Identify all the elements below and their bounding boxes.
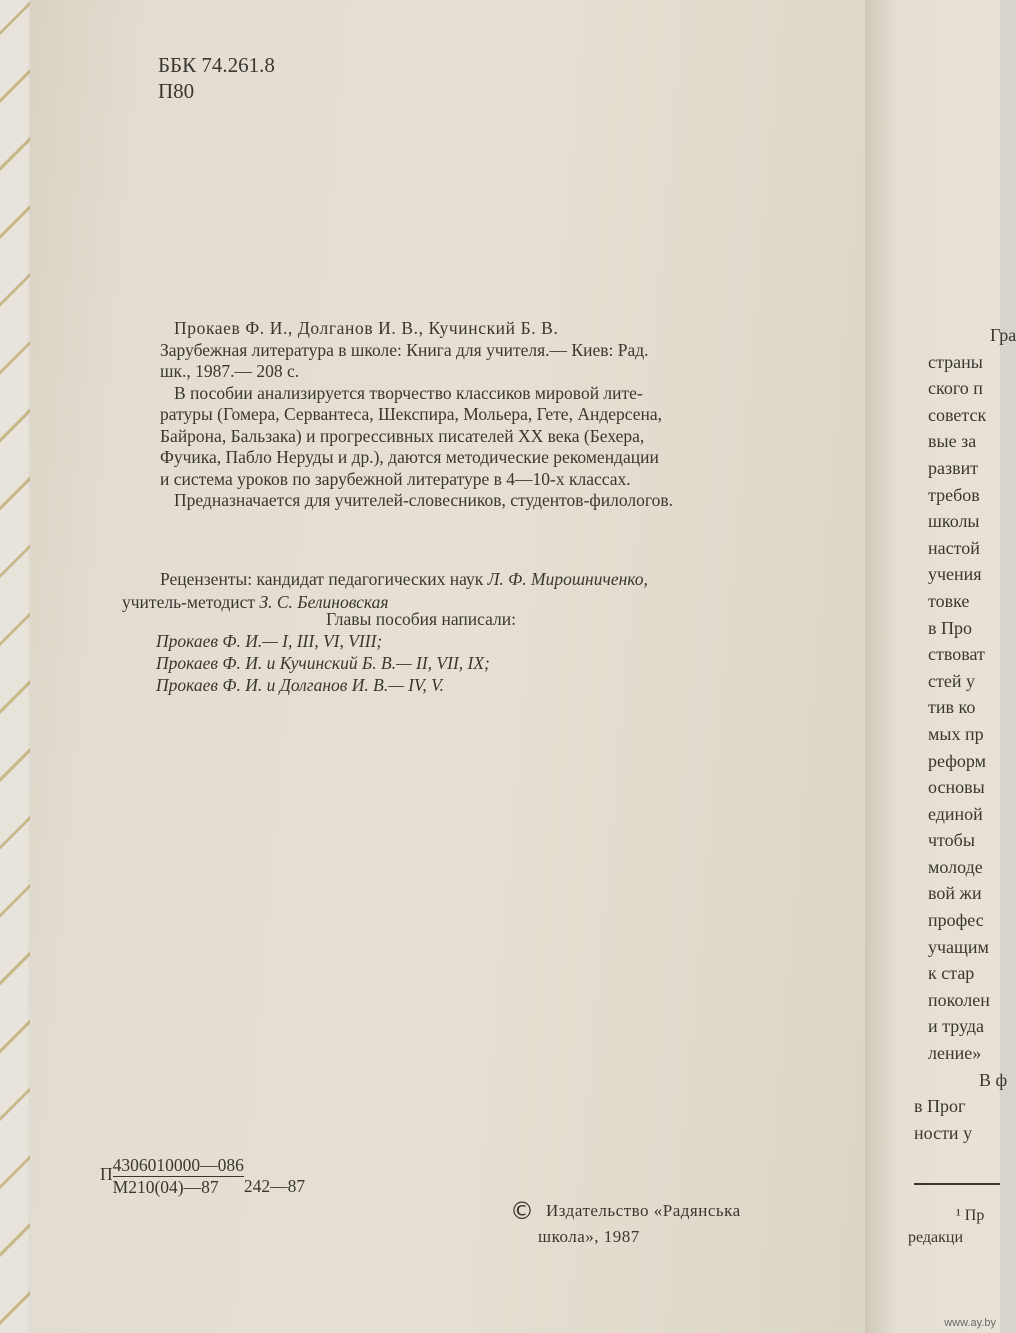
abstract-line: Фучика, Пабло Неруды и др.), даются методические рекомендации: [160, 447, 659, 467]
right-page-line: и труда: [928, 1016, 984, 1037]
right-page-line: тив ко: [928, 697, 976, 718]
right-page-line: учащим: [928, 936, 989, 957]
right-page-line: основы: [928, 777, 985, 798]
right-page-text: [0, 322, 1016, 1146]
right-page-line: ности у: [914, 1122, 973, 1143]
right-page-line: школы: [928, 511, 980, 532]
citation-imprint: шк., 1987.— 208 с.: [160, 361, 300, 381]
right-page-line: настой: [928, 537, 980, 558]
right-page-line: в Прог: [914, 1096, 966, 1117]
citation-authors: Прокаев Ф. И., Долганов И. В., Кучинский Б. В.: [174, 318, 559, 338]
chapter-assignment: Прокаев Ф. И.— I, III, VI, VIII;: [156, 631, 383, 651]
chapter-assignment: Прокаев Ф. И. и Кучинский Б. В.— II, VII, IX;: [156, 653, 490, 673]
publisher-line: Издательство «Радянська: [546, 1201, 741, 1220]
code-denominator: М210(04)—87: [112, 1177, 219, 1197]
abstract-line: ратуры (Гомера, Сервантеса, Шекспира, Мольера, Гете, Андерсена,: [160, 404, 663, 424]
right-page-line: В ф: [979, 1069, 1008, 1090]
right-page-line: чтобы: [928, 830, 975, 851]
copyright-icon: ©: [510, 1197, 534, 1225]
code-numerator: 4306010000—086: [112, 1155, 244, 1175]
right-page-line: поколен: [928, 989, 990, 1010]
right-page-line: реформ: [928, 750, 986, 771]
right-page-line: вой жи: [928, 883, 982, 904]
abstract-line: Байрона, Бальзака) и прогрессивных писателей XX века (Бехера,: [160, 425, 645, 446]
chapter-assignment: Прокаев Ф. И. и Долганов И. В.— IV, V.: [156, 675, 444, 695]
reviewer-name: Л. Ф. Мирошниченко,: [487, 569, 648, 589]
publisher-line: школа», 1987: [538, 1227, 640, 1246]
right-page-line: Гра: [990, 325, 1016, 345]
watermark: www.ay.by: [944, 1317, 996, 1329]
right-page-line: советск: [928, 404, 987, 425]
right-page-line: ствоват: [928, 644, 985, 665]
code-prefix: П: [100, 1164, 113, 1185]
reviewers-line2-prefix: учитель-методист: [122, 592, 256, 612]
right-page-line: вые за: [928, 431, 977, 452]
footnote-rule: [914, 1183, 1000, 1185]
index-code: П80: [158, 79, 195, 103]
right-page-line: развит: [928, 457, 979, 478]
right-page-line: требов: [928, 484, 980, 505]
right-page-line: страны: [928, 351, 983, 372]
right-page-line: единой: [928, 803, 983, 824]
code-suffix: 242—87: [243, 1176, 306, 1197]
footnote-line: ¹ Пр: [956, 1207, 985, 1224]
right-page-line: молоде: [928, 856, 983, 877]
audience-note: Предназначается для учителей-словесников, студентов-филологов.: [174, 490, 673, 510]
bbk-code: ББК 74.261.8: [158, 53, 275, 77]
code-fraction: [113, 1155, 244, 1197]
right-page-line: профес: [928, 910, 984, 931]
footnote-line: редакци: [908, 1229, 964, 1246]
right-page-footnote: [0, 1205, 1000, 1249]
right-page-line: к стар: [928, 963, 975, 984]
publication-code: [100, 1155, 305, 1197]
reviewers-prefix: Рецензенты: кандидат педагогических наук: [160, 569, 484, 589]
abstract-line: и система уроков по зарубежной литературе в 4—10-х классах.: [160, 468, 631, 489]
citation-title: Зарубежная литература в школе: Книга для учителя.— Киев: Рад.: [160, 339, 649, 360]
right-page-line: учения: [928, 564, 982, 585]
abstract-line: В пособии анализируется творчество классиков мировой лите-: [174, 382, 643, 403]
right-page-line: стей у: [928, 670, 975, 691]
right-page-line: ского п: [928, 378, 983, 399]
right-page-line: мых пр: [928, 723, 984, 744]
right-page-line: ление»: [928, 1043, 982, 1064]
right-page-line: в Про: [928, 617, 972, 638]
catalog-codes: [158, 52, 275, 104]
reviewer-name: З. С. Белиновская: [259, 592, 389, 612]
chapters-heading: Главы пособия написали:: [326, 609, 516, 629]
right-page-line: товке: [928, 590, 970, 611]
